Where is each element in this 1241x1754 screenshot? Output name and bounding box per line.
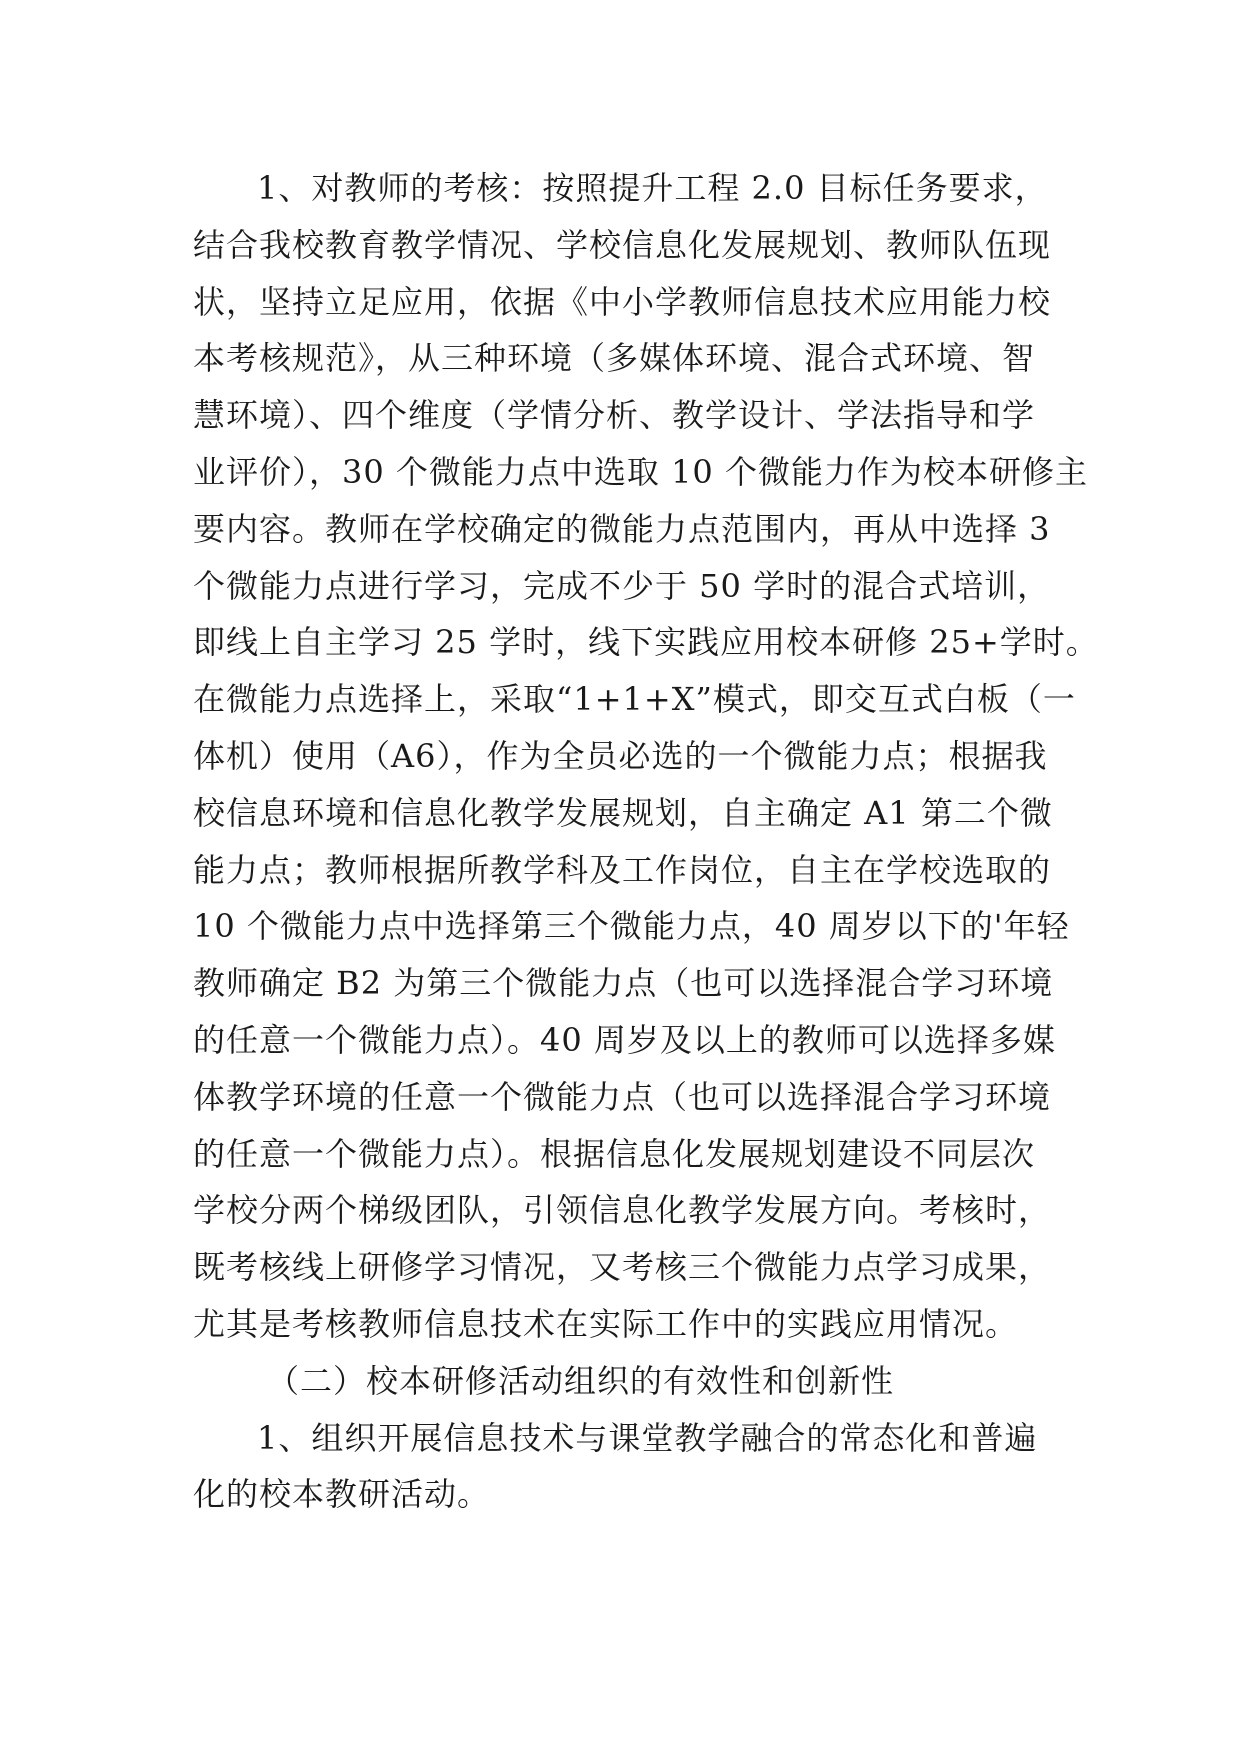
paragraph-line: 状，坚持立足应用，依据《中小学教师信息技术应用能力校 [193,282,1052,321]
paragraph-line: 学校分两个梯级团队，引领信息化教学发展方向。考核时， [193,1191,1052,1230]
paragraph-line: 能力点；教师根据所教学科及工作岗位，自主在学校选取的 [193,850,1052,889]
paragraph-line: 校信息环境和信息化教学发展规划，自主确定 A1 第二个微 [193,793,1053,832]
paragraph-line: 1、对教师的考核：按照提升工程 2.0 目标任务要求， [257,169,1048,207]
paragraph-line: 的任意一个微能力点）。根据信息化发展规划建设不同层次 [193,1134,1036,1173]
paragraph-line: 即线上自主学习 25 学时，线下实践应用校本研修 25+学时。 [193,623,1099,662]
paragraph-line: 体机）使用（A6），作为全员必选的一个微能力点；根据我 [193,736,1048,775]
paragraph-line: 在微能力点选择上，采取“1+1+X”模式，即交互式白板（一 [193,680,1076,719]
section-heading: （二）校本研修活动组织的有效性和创新性 [267,1361,895,1400]
paragraph-line: 化的校本教研活动。 [193,1475,491,1514]
paragraph-line: 个微能力点进行学习，完成不少于 50 学时的混合式培训， [193,566,1051,605]
paragraph-line: 慧环境）、四个维度（学情分析、教学设计、学法指导和学 [193,396,1036,435]
paragraph-line: 1、组织开展信息技术与课堂教学融合的常态化和普遍 [257,1418,1038,1457]
document-body [193,160,1099,1523]
paragraph-line: 教师确定 B2 为第三个微能力点（也可以选择混合学习环境 [193,964,1054,1003]
paragraph-line: 既考核线上研修学习情况，又考核三个微能力点学习成果， [193,1248,1052,1287]
paragraph-line: 10 个微能力点中选择第三个微能力点，40 周岁以下的'年轻 [193,907,1070,946]
paragraph-line: 本考核规范》，从三种环境（多媒体环境、混合式环境、智 [193,339,1036,378]
paragraph-line: 体教学环境的任意一个微能力点（也可以选择混合学习环境 [193,1077,1052,1116]
paragraph-line: 业评价），30 个微能力点中选取 10 个微能力作为校本研修主 [193,452,1088,491]
paragraph-line: 的任意一个微能力点）。40 周岁及以上的教师可以选择多媒 [193,1020,1056,1059]
paragraph-line: 尤其是考核教师信息技术在实际工作中的实践应用情况。 [193,1304,1019,1343]
paragraph-line: 结合我校教育教学情况、学校信息化发展规划、教师队伍现 [193,225,1052,264]
paragraph-line: 要内容。教师在学校确定的微能力点范围内，再从中选择 3 [193,509,1051,548]
